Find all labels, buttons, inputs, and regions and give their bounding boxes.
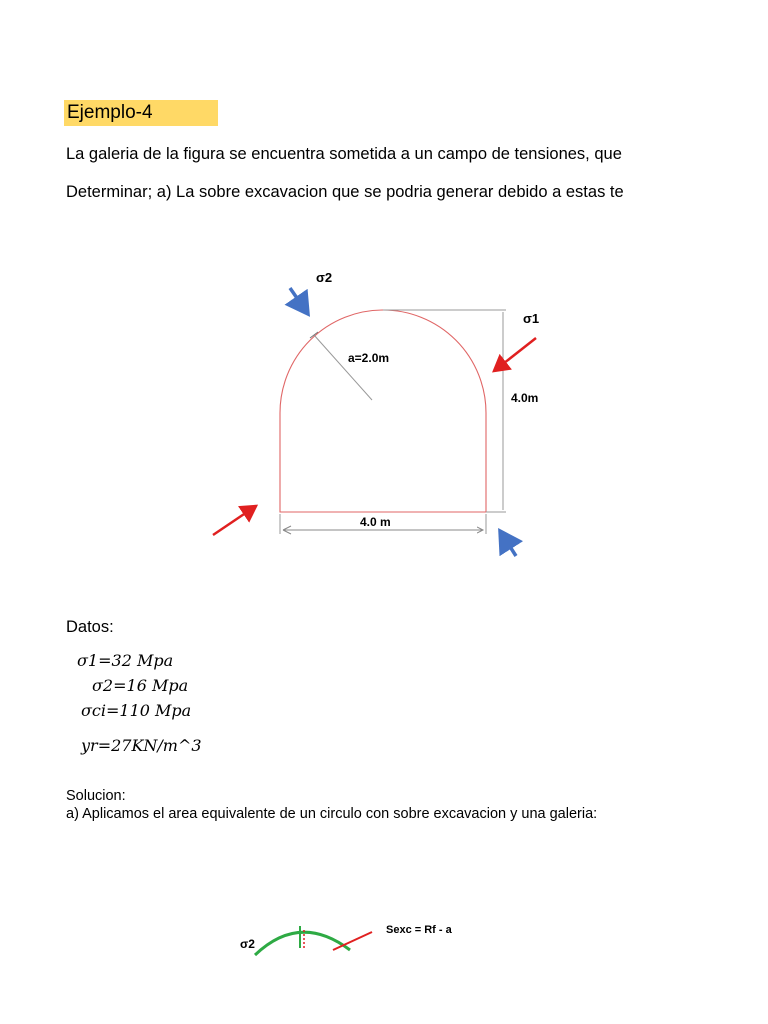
sigma1-arrow-bottom-left	[213, 506, 256, 535]
overexcavation-figure	[0, 900, 768, 1024]
tunnel-outline	[280, 310, 486, 512]
height-label: 4.0m	[511, 391, 539, 405]
datos-title: Datos:	[66, 618, 114, 636]
sigma1-arrow-top-right	[494, 338, 536, 371]
sigma2-arrow-bottom-right	[500, 531, 516, 556]
sigma2-label-fig2: σ2	[240, 937, 255, 951]
example-heading: Ejemplo-4	[64, 100, 218, 126]
unit-weight-value: yr=27KN/m^3	[81, 736, 202, 755]
equivalent-circle-arc	[255, 932, 350, 955]
radius-label: a=2.0m	[348, 351, 390, 365]
problem-statement-line-2: Determinar; a) La sobre excavacion que se podria generar debido a estas te	[66, 183, 624, 201]
sigma2-label: σ2	[316, 270, 333, 285]
sigma1-label: σ1	[523, 311, 540, 326]
overexcavation-formula: Sexc = Rf - a	[386, 924, 452, 936]
sigma1-value: σ1=32 Mpa	[77, 651, 174, 670]
sigma2-value: σ2=16 Mpa	[92, 676, 189, 695]
sigmaci-value: σci=110 Mpa	[81, 701, 192, 720]
radius-line	[314, 335, 372, 400]
solucion-step-a: a) Aplicamos el area equivalente de un circulo con sobre excavacion y una galeria:	[66, 806, 598, 822]
solucion-title: Solucion:	[66, 788, 126, 804]
width-label: 4.0 m	[360, 515, 391, 529]
problem-statement-line-1: La galeria de la figura se encuentra sometida a un campo de tensiones, que	[66, 145, 622, 163]
sigma2-arrow-top-left	[290, 288, 308, 314]
